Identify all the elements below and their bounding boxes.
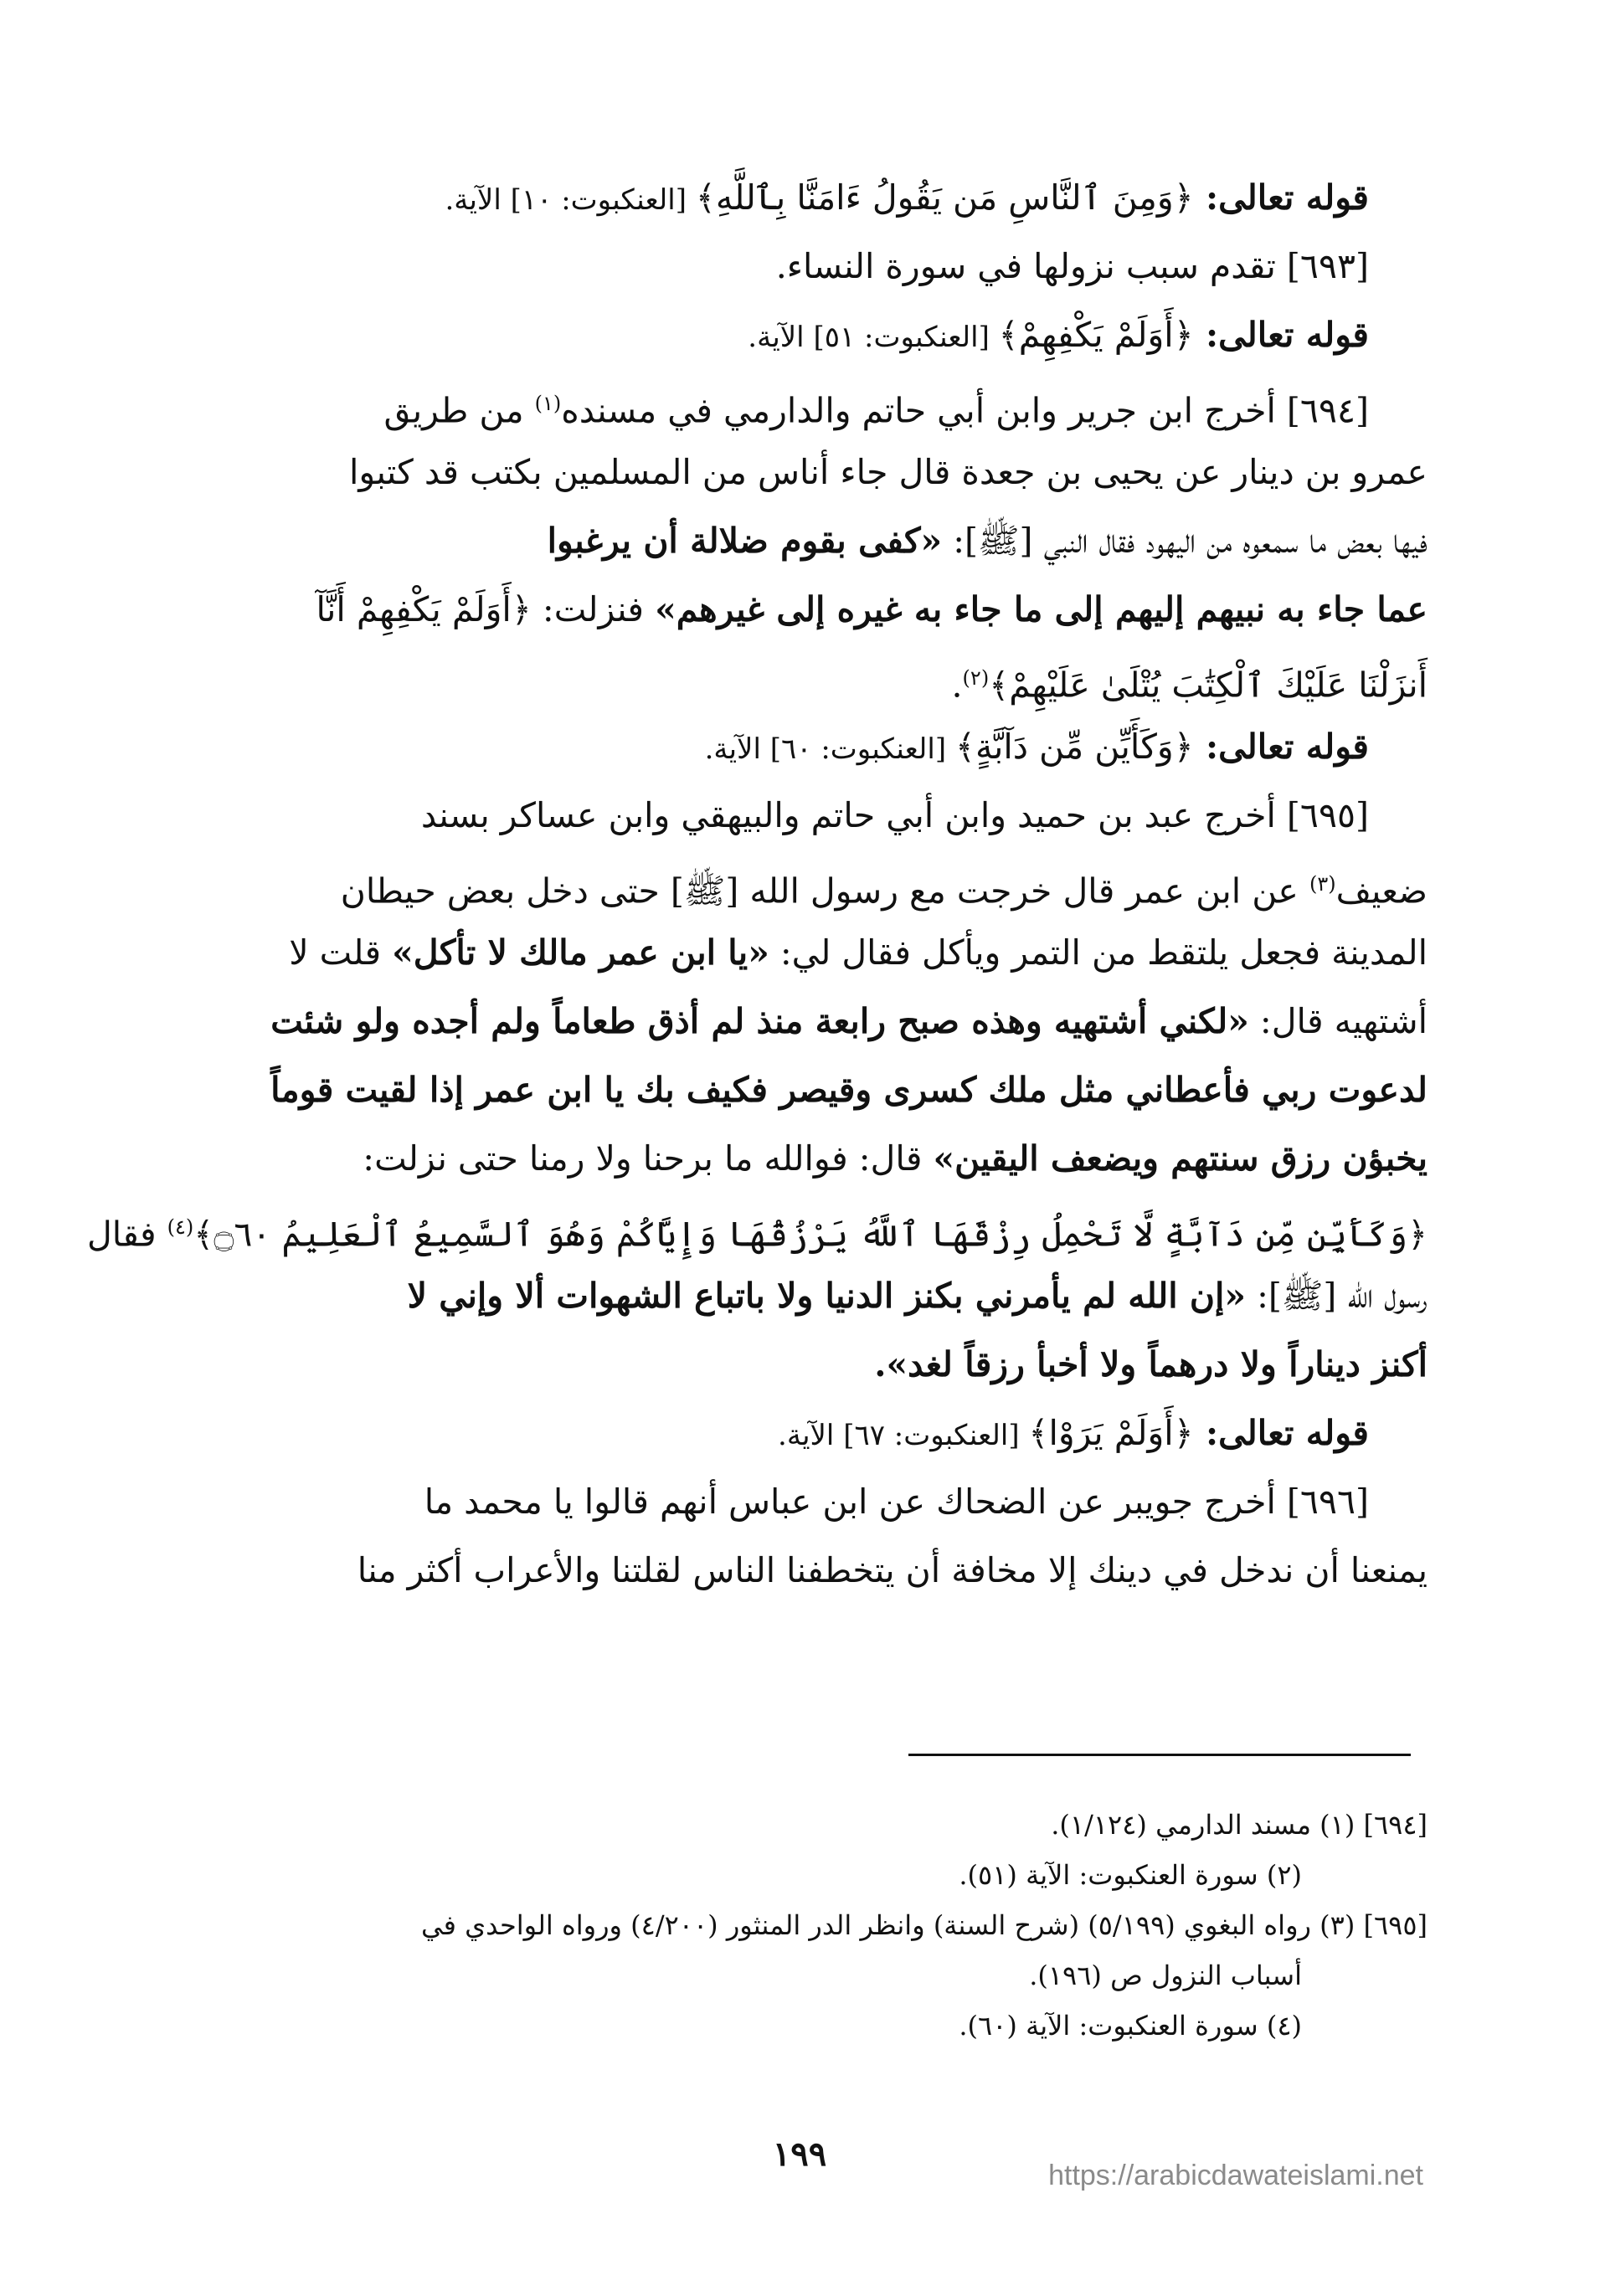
text-line <box>172 987 1428 1056</box>
hadith-quote: «يا ابن عمر مالك لا تأكل» <box>392 932 769 973</box>
text-segment: . <box>951 665 963 706</box>
quran-verse: ﴿أَوَلَمْ يَرَوْا﴾ <box>1028 1413 1194 1453</box>
text-line: لدعوت ربي فأعطاني مثل ملك كسرى وقيصر فكيف بك يا ابن عمر إذا لقيت قوماً <box>270 1070 1428 1110</box>
footnote: [٦٩٤] (١) مسند الدارمي (١/١٢٤). <box>1051 1809 1428 1841</box>
footnote-divider <box>908 1754 1411 1756</box>
quran-verse: ﴿وَكَأَيِّن مِّن دَآبَّةٍ﴾ <box>954 727 1194 767</box>
text-line <box>87 1193 1428 1261</box>
footnote-marker: (٤) <box>167 1215 194 1239</box>
text-line <box>172 575 1428 644</box>
quran-verse: ﴿وَكَأَيِّن مِّن دَآبَّةٍ لَّا تَحْمِلُ رِزْقَهَا ٱللَّهُ يَرْزُقُهَا وَإِيَّاكُمْ وَهُوَ ٱلسَّمِيعُ ٱلْعَلِيمُ ۝٦٠﴾ <box>193 1214 1428 1255</box>
text-line <box>172 850 1428 918</box>
footnote: (٤) سورة العنكبوت: الآية (٦٠). <box>959 2010 1302 2042</box>
text-line <box>172 644 1428 712</box>
text-line: عمرو بن دينار عن يحيى بن جعدة قال جاء أناس من المسلمين بكتب قد كتبوا <box>348 452 1428 492</box>
text-segment: المدينة فجعل يلتقط من التمر ويأكل فقال لي: <box>769 932 1428 973</box>
text-segment: قلت لا <box>289 932 393 973</box>
verse-heading <box>172 712 1428 781</box>
verse-heading <box>172 1399 1428 1467</box>
quran-verse: ﴿أَوَلَمْ يَكْفِهِمْ﴾ <box>998 315 1194 355</box>
text-segment: من طريق <box>383 390 535 431</box>
text-line <box>172 918 1428 987</box>
heading-label: قوله تعالى: <box>1193 727 1369 767</box>
verse-reference: [العنكبوت: ٦٠] الآية. <box>704 732 955 766</box>
footnote-marker: (٢) <box>962 666 990 690</box>
text-line: أكنز ديناراً ولا درهماً ولا أخبأ رزقاً لغد». <box>874 1344 1428 1384</box>
quran-verse: ﴿أَوَلَمْ يَكْفِهِمْ أَنَّآ <box>316 589 532 629</box>
heading-label: قوله تعالى: <box>1193 315 1369 355</box>
verse-reference: [العنكبوت: ١٠] الآية. <box>445 183 696 217</box>
text-line <box>172 506 1428 575</box>
heading-label: قوله تعالى: <box>1193 177 1369 218</box>
hadith-quote: «لكني أشتهيه وهذه صبح رابعة منذ لم أذق طعاماً ولم أجده ولو شئت <box>270 1001 1249 1041</box>
main-text <box>87 163 1428 1605</box>
text-segment: فيها بعض ما سمعوه من اليهود فقال النبي [ﷺ]: <box>942 521 1428 561</box>
footnotes <box>172 1800 1428 2051</box>
verse-reference: [العنكبوت: ٦٧] الآية. <box>778 1419 1029 1452</box>
text-segment: رسول الله [ﷺ]: <box>1246 1276 1428 1316</box>
text-line <box>172 369 1428 438</box>
verse-heading <box>172 163 1428 232</box>
verse-heading <box>172 300 1428 369</box>
text-line: [٦٩٥] أخرج عبد بن حميد وابن أبي حاتم والبيهقي وابن عساكر بسند <box>420 795 1369 835</box>
verse-reference: [العنكبوت: ٥١] الآية. <box>748 321 999 354</box>
text-line: [٦٩٣] تقدم سبب نزولها في سورة النساء. <box>775 246 1369 286</box>
quran-verse: ﴿وَمِنَ ٱلنَّاسِ مَن يَقُولُ ءَامَنَّا بِٱللَّهِ﴾ <box>695 177 1194 218</box>
text-segment: أشتهيه قال: <box>1248 1001 1428 1041</box>
text-segment: فنزلت: <box>531 589 656 629</box>
text-segment: ضعيف <box>1335 871 1428 912</box>
hadith-quote: «إن الله لم يأمرني بكنز الدنيا ولا باتباع الشهوات ألا وإني لا <box>407 1276 1247 1316</box>
text-line <box>172 1261 1428 1330</box>
hadith-quote: «كفى بقوم ضلالة أن يرغبوا <box>547 521 943 561</box>
footnote-marker: (٣) <box>1309 872 1336 896</box>
text-segment: فقال <box>87 1214 167 1255</box>
text-segment: عن ابن عمر قال خرجت مع رسول الله [ﷺ] حتى دخل بعض حيطان <box>340 871 1309 912</box>
page-number: ١٩٩ <box>772 2134 827 2174</box>
quran-verse: أَنزَلْنَا عَلَيْكَ ٱلْكِتَٰبَ يُتْلَىٰ عَلَيْهِمْ﴾ <box>989 665 1428 706</box>
text-line: [٦٩٦] أخرج جويبر عن الضحاك عن ابن عباس أنهم قالوا يا محمد ما <box>424 1482 1369 1522</box>
footnote: (٢) سورة العنكبوت: الآية (٥١). <box>959 1859 1302 1891</box>
hadith-quote: يخبؤن رزق سنتهم ويضعف اليقين» <box>933 1138 1428 1179</box>
text-line: يمنعنا أن ندخل في دينك إلا مخافة أن يتخطفنا الناس لقلتنا والأعراب أكثر منا <box>357 1550 1428 1590</box>
text-line <box>172 1124 1428 1193</box>
text-segment: قال: فوالله ما برحنا ولا رمنا حتى نزلت: <box>363 1138 934 1179</box>
hadith-quote: عما جاء به نبيهم إليهم إلى ما جاء به غيره إلى غيرهم» <box>655 589 1428 629</box>
text-segment: [٦٩٤] أخرج ابن جرير وابن أبي حاتم والدارمي في مسنده <box>561 390 1369 431</box>
footnote-continuation: أسباب النزول ص (١٩٦). <box>1029 1960 1302 1991</box>
footnote-marker: (١) <box>534 392 562 415</box>
footnote: [٦٩٥] (٣) رواه البغوي (٥/١٩٩) (شرح السنة) وانظر الدر المنثور (٤/٢٠٠) ورواه الواحدي في <box>420 1909 1428 1941</box>
heading-label: قوله تعالى: <box>1193 1413 1369 1453</box>
watermark-url: https://arabicdawateislami.net <box>1048 2160 1423 2191</box>
